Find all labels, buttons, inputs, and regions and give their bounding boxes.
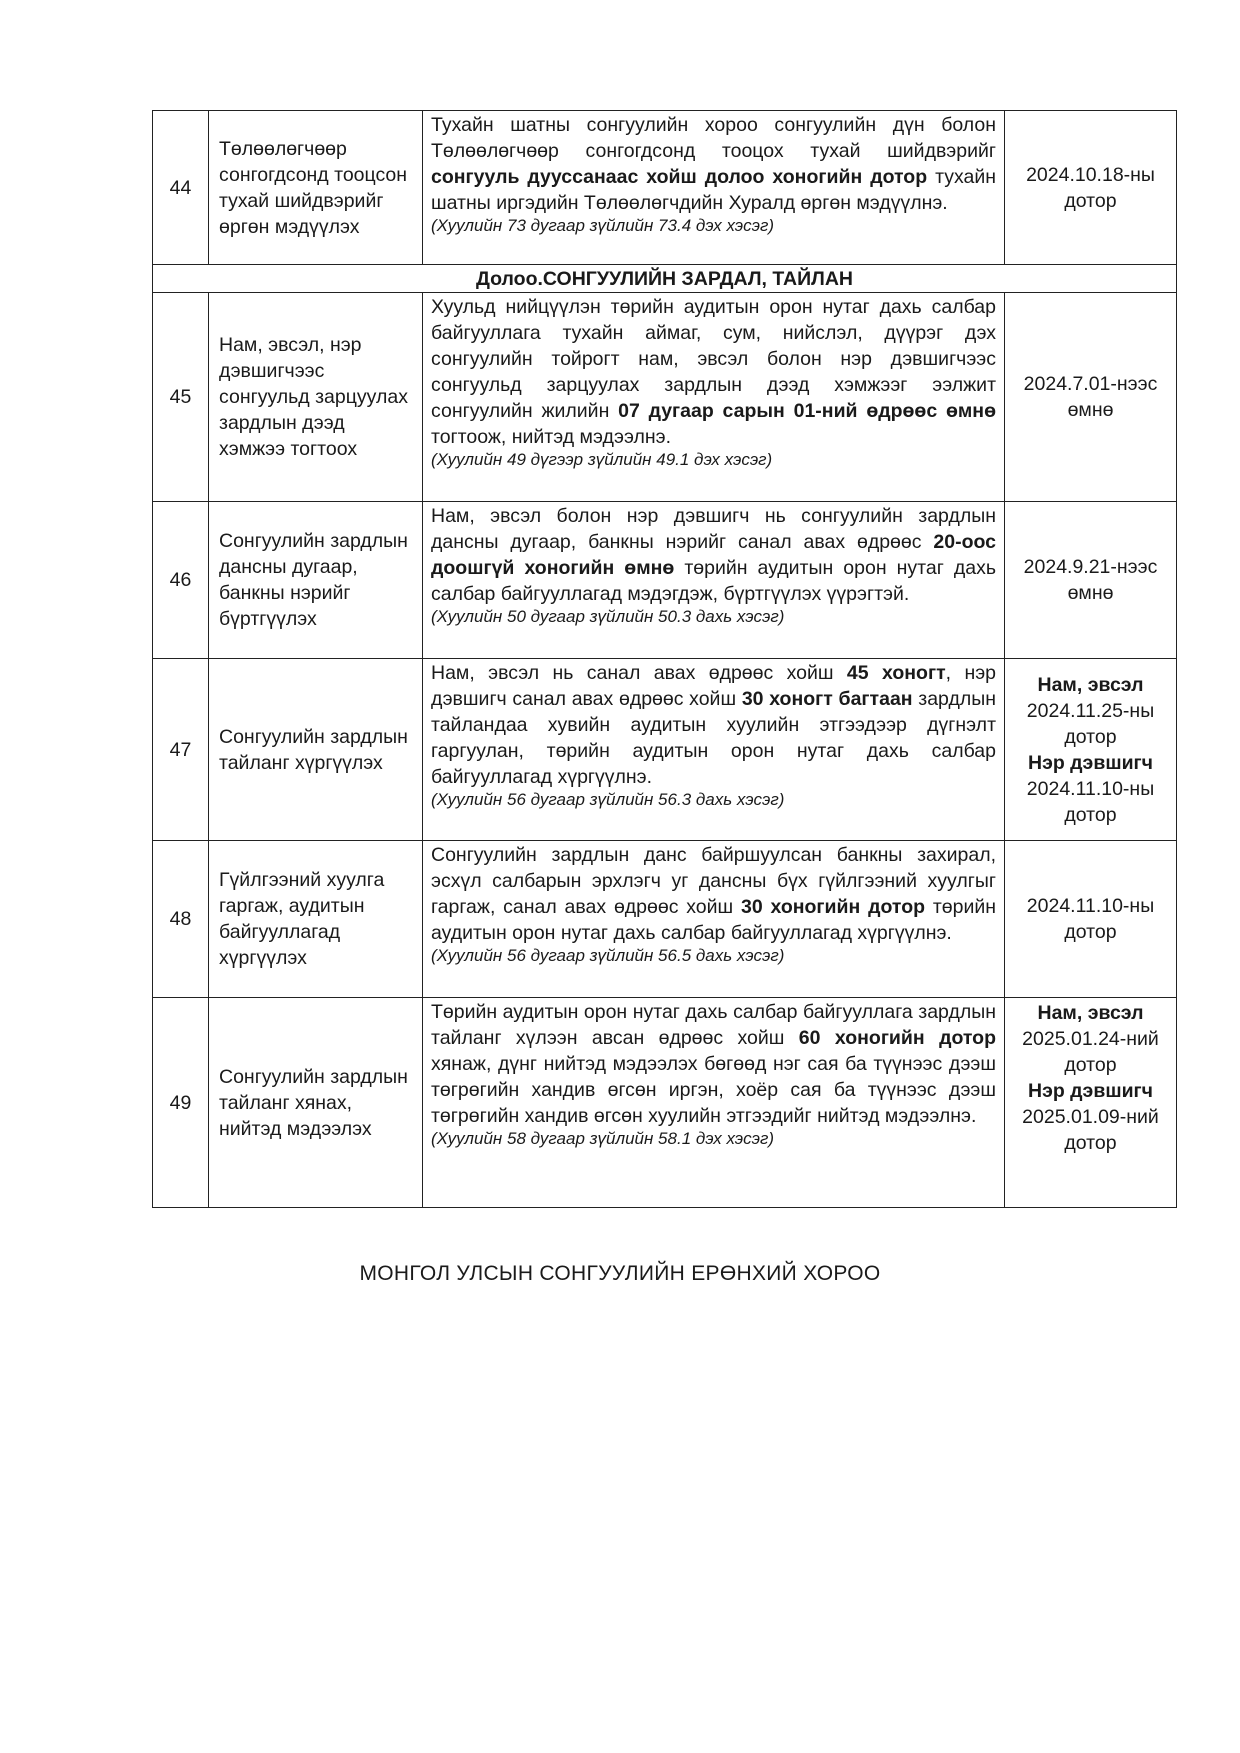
description-cell [423, 293, 1005, 502]
footer-organization: МОНГОЛ УЛСЫН СОНГУУЛИЙН ЕРӨНХИЙ ХОРОО [359, 1262, 881, 1285]
description-emphasis: 60 хоногийн дотор [798, 1027, 996, 1049]
deadline-cell: 2024.11.10-ны дотор [1005, 841, 1177, 998]
activity-cell: Сонгуулийн зардлын тайланг хянах, нийтэд мэдээлэх [209, 998, 423, 1208]
law-reference: (Хуулийн 49 дүгээр зүйлийн 49.1 дэх хэсэг) [431, 450, 773, 469]
description-cell [423, 502, 1005, 659]
table-row [153, 502, 1177, 659]
deadline-cell: 2024.7.01-нээс өмнө [1005, 293, 1177, 502]
law-reference: (Хуулийн 56 дугаар зүйлийн 56.3 дахь хэсэг) [431, 790, 785, 809]
law-reference: (Хуулийн 58 дугаар зүйлийн 58.1 дэх хэсэг) [431, 1129, 775, 1148]
law-reference: (Хуулийн 73 дугаар зүйлийн 73.4 дэх хэсэг) [431, 216, 775, 235]
row-number: 48 [153, 841, 209, 998]
candidate-deadline: 2024.11.10-ны дотор [1026, 777, 1155, 826]
row-number: 47 [153, 659, 209, 841]
party-label: Нам, эвсэл [1037, 673, 1144, 696]
description-text: тухайн шатны иргэдийн Төлөөлөгчдийн Хуралд өргөн мэдүүлнэ. [431, 166, 997, 214]
description-cell [423, 841, 1005, 998]
table-row [153, 998, 1177, 1208]
law-reference: (Хуулийн 50 дугаар зүйлийн 50.3 дахь хэсэг) [431, 607, 785, 626]
activity-cell: Гүйлгээний хуулга гаргаж, аудитын байгууллагад хүргүүлэх [209, 841, 423, 998]
party-label: Нам, эвсэл [1037, 1002, 1144, 1024]
party-deadline: 2024.11.25-ны дотор [1026, 699, 1155, 748]
description-text: төрийн аудитын орон нутаг дахь салбар байгууллагад мэдэгдэж, бүртгүүлэх үүрэгтэй. [431, 557, 996, 605]
section-title: Долоо.СОНГУУЛИЙН ЗАРДАЛ, ТАЙЛАН [153, 265, 1177, 293]
party-deadline: 2025.01.24-ний дотор [1022, 1028, 1159, 1076]
description-emphasis: 45 хоногт [846, 662, 946, 684]
description-text: төрийн аудитын орон нутаг дахь салбар байгууллагад хүргүүлнэ. [431, 896, 997, 944]
row-number: 45 [153, 293, 209, 502]
activity-cell: Сонгуулийн зардлын тайланг хүргүүлэх [209, 659, 423, 841]
description-text: Хуульд нийцүүлэн төрийн аудитын орон нутаг дахь салбар байгууллага тухайн аймаг, сум, нийслэл, дүүрэг дэх сонгуулийн тойрогт нам, эвсэл болон нэр дэвшигчээс сонгуульд зарцуулах зардлын дээд хэмжээг ээлжит сонгуулийн жилийн [431, 296, 996, 422]
candidate-label: Нэр дэвшигч [1028, 1080, 1153, 1102]
table-row [153, 111, 1177, 265]
candidate-deadline: 2025.01.09-ний дотор [1022, 1106, 1159, 1154]
deadline-cell [1005, 659, 1177, 841]
description-text: зардлын тайландаа хувийн аудитын хуулийн этгээдээр дүгнэлт гаргуулан, төрийн аудитын орон нутаг дахь салбар байгууллагад хүргүүлнэ. [431, 688, 996, 788]
activity-cell: Сонгуулийн зардлын дансны дугаар, банкны нэрийг бүртгүүлэх [209, 502, 423, 659]
schedule-table [152, 110, 1177, 1208]
description-emphasis: 07 дугаар сарын 01-ний өдрөөс өмнө [618, 400, 996, 422]
row-number: 44 [153, 111, 209, 265]
table-row [153, 659, 1177, 841]
candidate-label: Нэр дэвшигч [1028, 751, 1153, 774]
deadline-cell [1005, 998, 1177, 1208]
description-emphasis: 30 хоногийн дотор [740, 896, 926, 918]
description-text: Сонгуулийн зардлын данс байршуулсан банкны захирал, эсхүл салбарын эрхлэгч уг дансны бүх гүйлгээний хуулгыг гаргаж, санал авах өдрөөс хойш [431, 844, 996, 918]
description-cell [423, 111, 1005, 265]
description-emphasis: 30 хоногт багтаан [741, 688, 913, 710]
deadline-cell: 2024.9.21-нээс өмнө [1005, 502, 1177, 659]
deadline-cell: 2024.10.18-ны дотор [1005, 111, 1177, 265]
activity-cell: Нам, эвсэл, нэр дэвшигчээс сонгуульд зарцуулах зардлын дээд хэмжээ тогтоох [209, 293, 423, 502]
table-row [153, 841, 1177, 998]
description-emphasis: 20-оос доошгүй хоногийн өмнө [431, 531, 996, 579]
description-text: , нэр дэвшигч санал авах өдрөөс хойш [431, 662, 997, 710]
description-text: Нам, эвсэл нь санал авах өдрөөс хойш [431, 662, 847, 684]
row-number: 49 [153, 998, 209, 1208]
description-emphasis: сонгууль дууссанаас хойш долоо хоногийн дотор [431, 166, 928, 188]
row-number: 46 [153, 502, 209, 659]
description-text: Нам, эвсэл болон нэр дэвшигч нь сонгуулийн зардлын дансны дугаар, банкны нэрийг санал авах өдрөөс [431, 505, 996, 553]
activity-cell: Төлөөлөгчөөр сонгогдсонд тооцсон тухай шийдвэрийг өргөн мэдүүлэх [209, 111, 423, 265]
description-cell [423, 659, 1005, 841]
description-text: тогтоож, нийтэд мэдээлнэ. [431, 426, 672, 448]
description-cell [423, 998, 1005, 1208]
law-reference: (Хуулийн 56 дугаар зүйлийн 56.5 дахь хэсэг) [431, 946, 785, 965]
description-text: Төрийн аудитын орон нутаг дахь салбар байгууллага зардлын тайланг хүлээн авсан өдрөөс хойш [431, 1001, 996, 1049]
table-row [153, 293, 1177, 502]
description-text: хянаж, дүнг нийтэд мэдээлэх бөгөөд нэг сая ба түүнээс дээш төгрөгийн хандив өгсөн иргэн, хоёр сая ба түүнээс дээш төгрөгийн хандив өгсөн хуулийн этгээдийг нийтэд мэдээлнэ. [431, 1053, 996, 1127]
description-text: Тухайн шатны сонгуулийн хороо сонгуулийн дүн болон Төлөөлөгчөөр сонгогдсонд тооцох тухай шийдвэрийг [431, 114, 996, 162]
section-row [153, 265, 1177, 293]
